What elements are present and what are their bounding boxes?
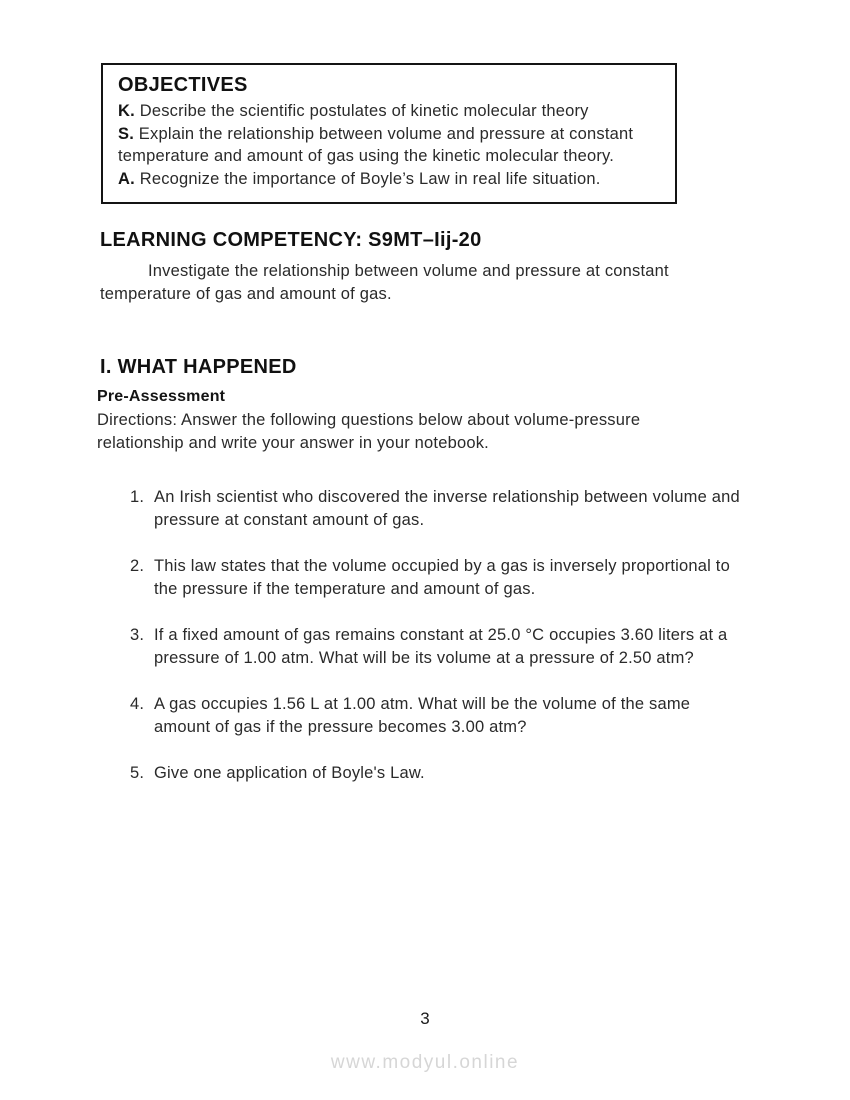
question-text-4: A gas occupies 1.56 L at 1.00 atm. What will be the volume of the same amount of gas if the pressure becomes 3.00 atm? [154, 695, 691, 736]
objective-prefix-k: K. [118, 102, 135, 120]
question-number-2: 2. [130, 557, 145, 575]
question-item-5 [130, 762, 770, 785]
directions-text: Directions: Answer the following questions below about volume-pressure relationship and write your answer in your notebook. [97, 411, 641, 452]
objective-item-k [118, 100, 663, 123]
page-number: 3 [420, 1009, 430, 1028]
what-happened-heading: I. WHAT HAPPENED [100, 356, 297, 378]
learning-competency-heading: LEARNING COMPETENCY: S9MT–Iij-20 [100, 229, 482, 251]
objective-item-a [118, 168, 663, 191]
watermark-text: www.modyul.online [330, 1052, 520, 1073]
pre-assessment-subheading: Pre-Assessment [97, 388, 226, 405]
objective-item-s [118, 123, 663, 168]
question-list [130, 486, 770, 809]
question-item-3 [130, 624, 770, 669]
objective-prefix-s: S. [118, 124, 134, 143]
question-number-5: 5. [130, 764, 145, 782]
objective-text-s: Explain the relationship between volume and pressure at constant temperature and amount of gas using the kinetic molecular theory. [118, 124, 634, 165]
question-item-1 [130, 486, 770, 531]
question-item-4 [130, 693, 770, 738]
question-text-5: Give one application of Boyle's Law. [154, 764, 425, 782]
objectives-box [101, 63, 677, 204]
question-text-1: An Irish scientist who discovered the inverse relationship between volume and pressure at constant amount of gas. [154, 488, 740, 529]
question-number-4: 4. [130, 695, 145, 713]
objective-text-a: Recognize the importance of Boyle’s Law in real life situation. [139, 169, 601, 188]
objectives-title: OBJECTIVES [118, 74, 248, 96]
objective-prefix-a: A. [118, 169, 135, 188]
question-item-2 [130, 555, 770, 600]
question-text-3: If a fixed amount of gas remains constant at 25.0 °C occupies 3.60 liters at a pressure of 1.00 atm. What will be its volume at a pressure of 2.50 atm? [154, 626, 728, 667]
question-text-2: This law states that the volume occupied by a gas is inversely proportional to the pressure if the temperature and amount of gas. [154, 557, 730, 598]
objective-text-k: Describe the scientific postulates of kinetic molecular theory [139, 102, 589, 120]
question-number-3: 3. [130, 626, 145, 644]
question-number-1: 1. [130, 488, 145, 506]
learning-competency-body: Investigate the relationship between volume and pressure at constant temperature of gas and amount of gas. [100, 262, 669, 303]
